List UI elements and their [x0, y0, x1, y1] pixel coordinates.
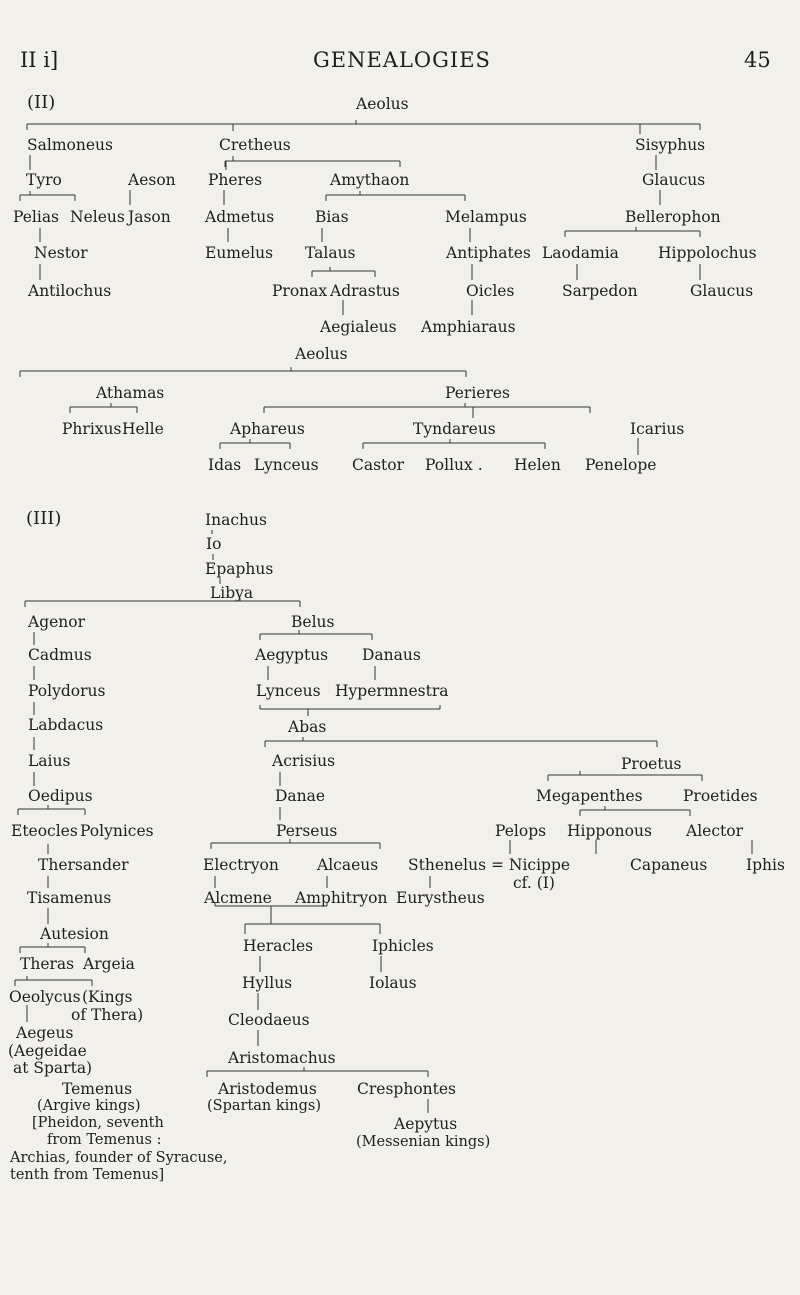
- name-aeson: Aeson: [128, 171, 176, 189]
- name-aphareus: Aphareus: [230, 420, 305, 438]
- name-pelias: Pelias: [13, 208, 60, 226]
- name-pronax: Pronax: [272, 282, 328, 300]
- name-argeia: Argeia: [83, 955, 135, 973]
- name-aegialeus: Aegialeus: [320, 318, 397, 336]
- name-oicles: Oicles: [466, 282, 515, 300]
- name-polydorus: Polydorus: [28, 682, 106, 700]
- name-labdacus: Labdacus: [28, 716, 104, 734]
- name-bellerophon: Bellerophon: [625, 208, 721, 226]
- name-perseus: Perseus: [276, 822, 338, 840]
- name-antiphates: Antiphates: [446, 244, 531, 262]
- name-hipponous: Hipponous: [567, 822, 652, 840]
- name-sisyphus: Sisyphus: [635, 136, 706, 154]
- name-iolaus: Iolaus: [369, 974, 417, 992]
- name-aristodemus: Aristodemus: [218, 1080, 317, 1098]
- name-heracles: Heracles: [243, 937, 314, 955]
- name-epaphus: Epaphus: [205, 560, 274, 578]
- name-eumelus: Eumelus: [205, 244, 274, 262]
- name-pelops: Pelops: [495, 822, 547, 840]
- name-amythaon: Amythaon: [330, 171, 410, 189]
- name-thersander: Thersander: [38, 856, 129, 874]
- name-lynceus-iii: Lynceus: [256, 682, 321, 700]
- name-abas: Abas: [288, 718, 327, 736]
- section-iii-label: (III): [26, 508, 62, 529]
- name-inachus: Inachus: [205, 511, 267, 529]
- name-tyndareus: Tyndareus: [413, 420, 496, 438]
- name-temenus: Temenus: [62, 1080, 133, 1098]
- name-jason: Jason: [128, 208, 171, 226]
- name-talaus: Talaus: [305, 244, 356, 262]
- name-adrastus: Adrastus: [330, 282, 400, 300]
- name-belus: Belus: [291, 613, 335, 631]
- name-iphicles: Iphicles: [372, 937, 434, 955]
- name-cresphontes: Cresphontes: [357, 1080, 456, 1098]
- name-aegyptus: Aegyptus: [255, 646, 329, 664]
- name-pollux: Pollux .: [425, 456, 483, 474]
- name-penelope: Penelope: [585, 456, 657, 474]
- page-number: 45: [744, 48, 771, 72]
- name-castor: Castor: [352, 456, 405, 474]
- name-cadmus: Cadmus: [28, 646, 92, 664]
- chapter-ref: II i]: [20, 48, 59, 72]
- name-electryon: Electryon: [203, 856, 279, 874]
- note-of-thera: of Thera): [71, 1006, 144, 1024]
- name-aristomachus: Aristomachus: [228, 1049, 336, 1067]
- name-aepytus: Aepytus: [394, 1115, 458, 1133]
- name-salmoneus: Salmoneus: [27, 136, 113, 154]
- name-tisamenus: Tisamenus: [27, 889, 112, 907]
- name-eurystheus: Eurystheus: [396, 889, 485, 907]
- name-melampus: Melampus: [445, 208, 527, 226]
- name-oeolycus: Oeolycus: [9, 988, 81, 1006]
- name-eteocles: Eteocles: [11, 822, 78, 840]
- name-sthenelus-nicippe: Sthenelus = Nicippe: [408, 856, 571, 874]
- name-acrisius: Acrisius: [272, 752, 336, 770]
- name-io: Io: [206, 535, 222, 553]
- name-megapenthes: Megapenthes: [536, 787, 643, 805]
- name-laodamia: Laodamia: [542, 244, 619, 262]
- name-hyllus: Hyllus: [242, 974, 293, 992]
- note-archias: Archias, founder of Syracuse,: [10, 1150, 228, 1166]
- name-glaucus-2: Glaucus: [690, 282, 754, 300]
- name-hypermnestra: Hypermnestra: [335, 682, 449, 700]
- name-icarius: Icarius: [630, 420, 685, 438]
- name-hippolochus: Hippolochus: [658, 244, 757, 262]
- name-neleus: Neleus: [70, 208, 125, 226]
- name-cretheus: Cretheus: [219, 136, 291, 154]
- name-bias: Bias: [315, 208, 349, 226]
- name-nestor: Nestor: [34, 244, 88, 262]
- name-athamas: Athamas: [96, 384, 165, 402]
- note-kings: (Kings: [82, 988, 133, 1006]
- note-tenth: tenth from Temenus]: [10, 1167, 165, 1183]
- name-phrixus: Phrixus: [62, 420, 122, 438]
- name-helle: Helle: [122, 420, 164, 438]
- name-libya: Libya: [210, 584, 254, 602]
- name-aeolus: Aeolus: [356, 95, 409, 113]
- note-pheidon: [Pheidon, seventh: [32, 1115, 164, 1131]
- name-idas: Idas: [208, 456, 242, 474]
- name-amphiaraus: Amphiaraus: [421, 318, 516, 336]
- name-cleodaeus: Cleodaeus: [228, 1011, 310, 1029]
- name-laius: Laius: [28, 752, 71, 770]
- note-aegeidae: (Aegeidae: [8, 1042, 87, 1060]
- note-at-sparta: at Sparta): [13, 1059, 93, 1077]
- name-glaucus: Glaucus: [642, 171, 706, 189]
- section-ii-label: (II): [27, 92, 56, 113]
- name-autesion: Autesion: [40, 925, 109, 943]
- name-capaneus: Capaneus: [630, 856, 708, 874]
- name-alcmene: Alcmene: [204, 889, 272, 907]
- name-oedipus: Oedipus: [28, 787, 93, 805]
- name-danae: Danae: [275, 787, 326, 805]
- name-agenor: Agenor: [28, 613, 86, 631]
- name-proetides: Proetides: [683, 787, 758, 805]
- cross-reference: cf. (I): [513, 874, 555, 892]
- name-pheres: Pheres: [208, 171, 263, 189]
- name-amphitryon: Amphitryon: [295, 889, 388, 907]
- name-danaus: Danaus: [362, 646, 421, 664]
- name-iphis: Iphis: [746, 856, 785, 874]
- name-tyro: Tyro: [26, 171, 62, 189]
- name-aegeus: Aegeus: [16, 1024, 74, 1042]
- name-admetus: Admetus: [205, 208, 275, 226]
- name-sarpedon: Sarpedon: [562, 282, 638, 300]
- name-lynceus: Lynceus: [254, 456, 319, 474]
- page-title: GENEALOGIES: [313, 48, 491, 72]
- name-helen: Helen: [514, 456, 561, 474]
- name-alector: Alector: [686, 822, 743, 840]
- note-messenian-kings: (Messenian kings): [356, 1134, 491, 1150]
- name-proetus: Proetus: [621, 755, 682, 773]
- name-alcaeus: Alcaeus: [317, 856, 379, 874]
- note-argive-kings: (Argive kings): [37, 1098, 141, 1114]
- note-from-temenus: from Temenus :: [47, 1132, 162, 1148]
- name-polynices: Polynices: [80, 822, 154, 840]
- name-aeolus-2: Aeolus: [295, 345, 348, 363]
- note-spartan-kings: (Spartan kings): [207, 1098, 322, 1114]
- name-theras: Theras: [20, 955, 75, 973]
- name-antilochus: Antilochus: [28, 282, 112, 300]
- name-perieres: Perieres: [445, 384, 510, 402]
